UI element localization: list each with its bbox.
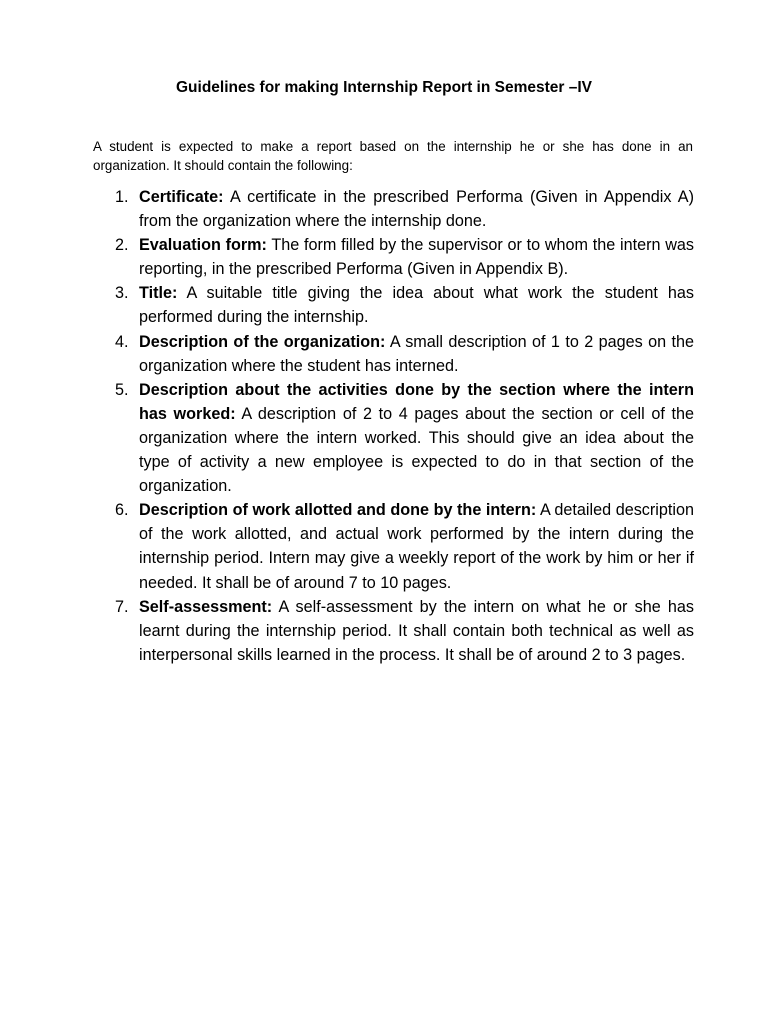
list-item-text: A description of 2 to 4 pages about the section or cell of the organization where the intern worked. This should give an idea about the type of activity a new employee is expected to do in that section of the organization. [139,404,694,496]
list-item-text: A suitable title giving the idea about what work the student has performed during the internship. [139,284,694,327]
list-item-number: 6. [115,501,129,520]
list-item-heading: Description of work allotted and done by the intern: [139,501,537,520]
list-item-heading: Description about the activities done by the section where the intern has worked: [139,380,694,423]
list-item [93,330,694,378]
list-item-heading: Evaluation form: [139,236,267,255]
list-item-text: The form filled by the supervisor or to whom the intern was reporting, in the prescribed Performa (Given in Appendix B). [139,236,694,279]
list-item-text: A detailed description of the work allotted, and actual work performed by the intern during the internship period. Intern may give a weekly report of the work by him or her if needed. It shall be of around 7 to 10 pages. [139,501,694,592]
list-item-number: 1. [115,188,129,206]
list-item [93,498,694,594]
list-item [93,281,694,329]
list-item [93,185,694,233]
guideline-list [93,185,694,667]
list-item-heading: Self-assessment: [139,597,273,616]
list-item [93,378,694,498]
list-item [93,233,694,281]
page-title: Guidelines for making Internship Report in Semester –IV [175,79,592,96]
list-item-heading: Title: [139,284,178,303]
list-item-heading: Certificate: [139,188,224,206]
list-item-text: A self-assessment by the intern on what he or she has learnt during the internship period. It shall contain both technical as well as interpersonal skills learned in the process. It shall be of around 2 to 3 pages. [139,597,694,664]
list-item-number: 7. [115,597,129,616]
list-item-number: 5. [115,380,129,399]
list-item-number: 2. [115,236,129,255]
list-item-text: A certificate in the prescribed Performa (Given in Appendix A) from the organization where the internship done. [139,188,694,231]
list-item-number: 3. [115,284,129,303]
list-item-text: A small description of 1 to 2 pages on the organization where the student has interned. [139,332,694,375]
intro-paragraph: A student is expected to make a report based on the internship he or she has done in an organization. It should contain the following: [93,139,693,173]
list-item-heading: Description of the organization: [139,332,386,351]
list-item-number: 4. [115,332,129,351]
list-item [93,595,694,667]
